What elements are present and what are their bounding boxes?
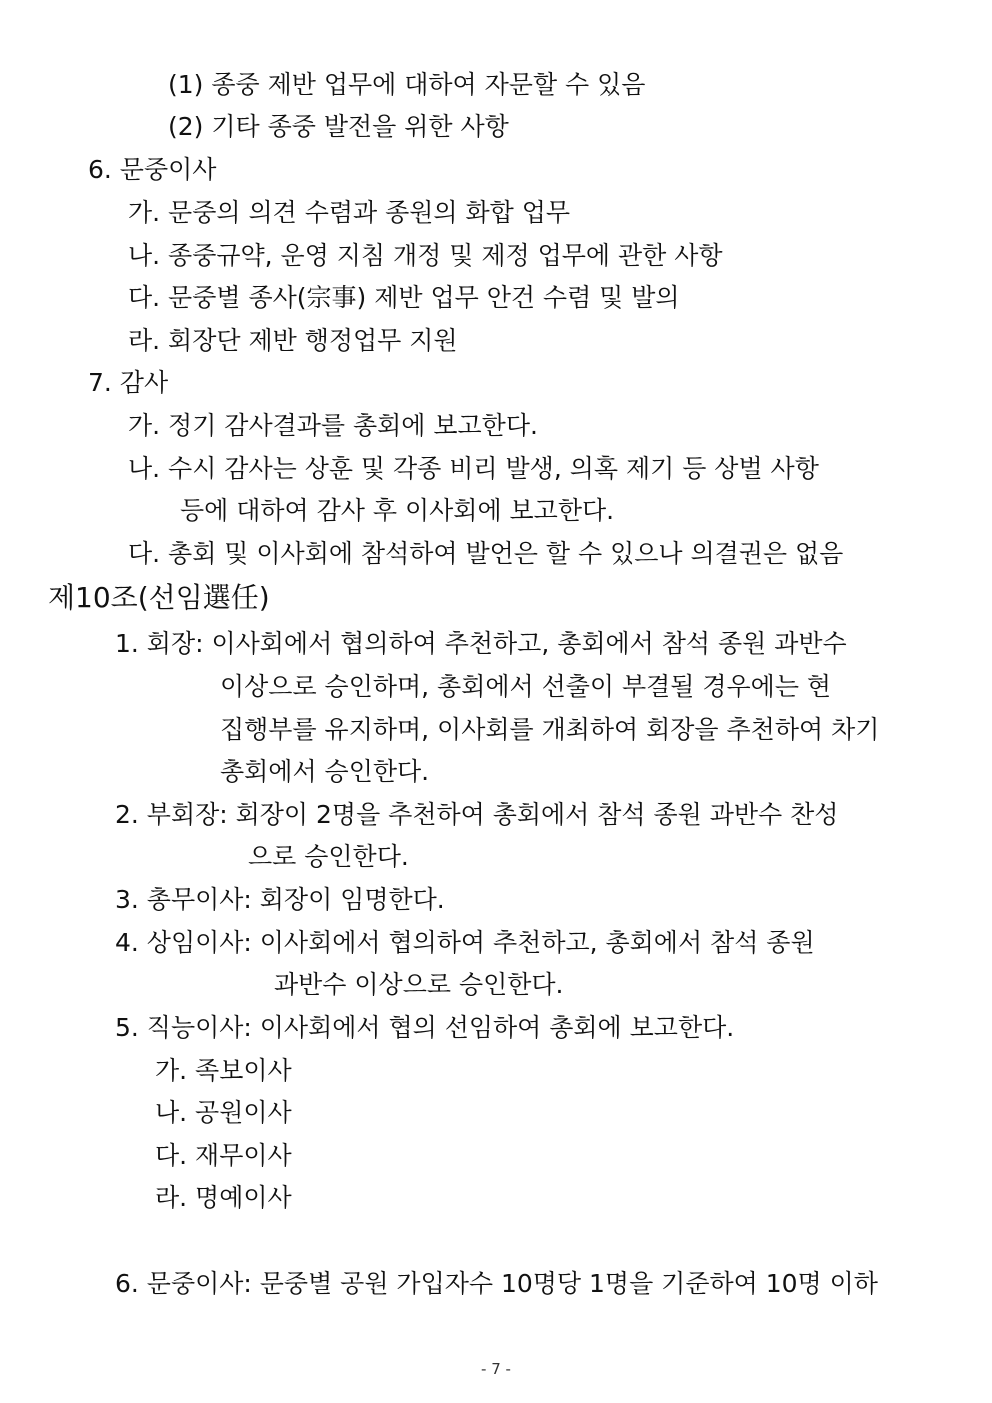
line-15: 이상으로 승인하며, 총회에서 선출이 부결될 경우에는 현 [220,672,832,701]
line-2: (2) 기타 종중 발전을 위한 사항 [168,112,509,141]
line-16: 집행부를 유지하며, 이사회를 개최하여 회장을 추천하여 차기 [220,715,880,744]
line-27: 라. 명예이사 [155,1183,292,1212]
line-21: 4. 상임이사: 이사회에서 협의하여 추천하고, 총회에서 참석 종원 [115,928,815,957]
line-20: 3. 총무이사: 회장이 임명한다. [115,885,445,914]
line-12: 다. 총회 및 이사회에 참석하여 발언은 할 수 있으나 의결권은 없음 [128,539,844,568]
line-1: (1) 종중 제반 업무에 대하여 자문할 수 있음 [168,70,646,99]
line-6: 다. 문중별 종사(宗事) 제반 업무 안건 수렴 및 발의 [128,283,680,312]
line-25: 나. 공원이사 [155,1098,292,1127]
line-8: 7. 감사 [88,368,169,397]
line-22: 과반수 이상으로 승인한다. [274,970,564,999]
page-number: - 7 - [481,1360,511,1378]
line-18: 2. 부회장: 회장이 2명을 추천하여 총회에서 참석 종원 과반수 찬성 [115,800,839,829]
line-5: 나. 종중규약, 운영 지침 개정 및 제정 업무에 관한 사항 [128,241,723,270]
line-10: 나. 수시 감사는 상훈 및 각종 비리 발생, 의혹 제기 등 상벌 사항 [128,454,819,483]
article-heading: 제10조(선임選任) [48,581,270,614]
line-17: 총회에서 승인한다. [220,757,430,786]
line-3: 6. 문중이사 [88,155,217,184]
line-4: 가. 문중의 의견 수렴과 종원의 화합 업무 [128,198,571,227]
line-7: 라. 회장단 제반 행정업무 지원 [128,326,458,355]
line-24: 가. 족보이사 [155,1056,292,1085]
line-9: 가. 정기 감사결과를 총회에 보고한다. [128,411,538,440]
line-19: 으로 승인한다. [248,842,409,871]
line-23: 5. 직능이사: 이사회에서 협의 선임하여 총회에 보고한다. [115,1013,735,1042]
line-14: 1. 회장: 이사회에서 협의하여 추천하고, 총회에서 참석 종원 과반수 [115,629,847,658]
line-26: 다. 재무이사 [155,1141,292,1170]
line-11: 등에 대하여 감사 후 이사회에 보고한다. [180,496,615,525]
line-28: 6. 문중이사: 문중별 공원 가입자수 10명당 1명을 기준하여 10명 이하 [115,1269,878,1298]
